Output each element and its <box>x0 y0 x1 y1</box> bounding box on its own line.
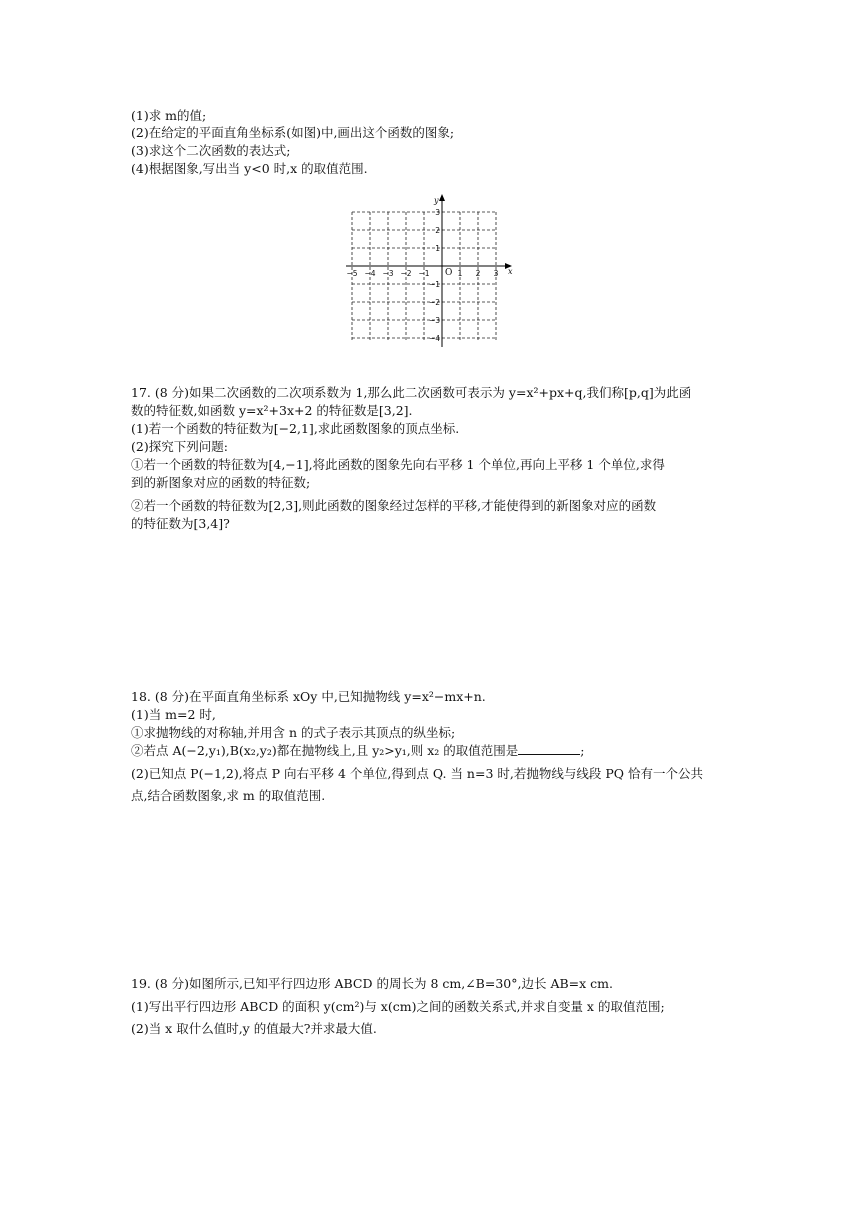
q18-line-3: ①求抛物线的对称轴,并用含 n 的式子表示其顶点的纵坐标; <box>131 725 456 740</box>
y-tick-label: 3 <box>435 208 440 217</box>
q17-line-1: 17. (8 分)如果二次函数的二次项系数为 1,那么此二次函数可表示为 y=x²+px+q,我们称[p,q]为此函 <box>131 385 692 400</box>
q18-line-1: 18. (8 分)在平面直角坐标系 xOy 中,已知抛物线 y=x²−mx+n. <box>131 689 486 704</box>
y-tick-label: −4 <box>428 334 440 343</box>
q17-line-2: 数的特征数,如函数 y=x²+3x+2 的特征数是[3,2]. <box>131 403 413 418</box>
q18-line-4-text: ②若点 A(−2,y₁),B(x₂,y₂)都在抛物线上,且 y₂>y₁,则 x₂ 的取值范围是 <box>131 743 519 758</box>
x-axis-label: x <box>508 267 513 276</box>
y-axis-label: y <box>434 196 439 205</box>
q17-line-7: ②若一个函数的特征数为[2,3],则此函数的图象经过怎样的平移,才能使得到的新图象对应的函数 <box>131 498 657 513</box>
q18-line-5: (2)已知点 P(−1,2),将点 P 向右平移 4 个单位,得到点 Q. 当 n=3 时,若抛物线与线段 PQ 恰有一个公共 <box>131 766 703 781</box>
q17-line-3: (1)若一个函数的特征数为[−2,1],求此函数图象的顶点坐标. <box>131 421 460 436</box>
q19-line-1: 19. (8 分)如图所示,已知平行四边形 ABCD 的周长为 8 cm,∠B=30°,边长 AB=x cm. <box>131 976 613 991</box>
y-tick-label: −3 <box>428 316 440 325</box>
y-tick-label: −1 <box>428 280 440 289</box>
y-tick-label: 2 <box>435 226 440 235</box>
q18-line-4-end: ; <box>580 743 585 758</box>
answer-blank[interactable] <box>518 742 580 755</box>
q18-line-2: (1)当 m=2 时, <box>131 707 216 722</box>
origin-label: O <box>445 268 453 278</box>
q18-line-4 <box>131 742 585 759</box>
x-tick-label: 2 <box>475 269 481 278</box>
q18-line-6: 点,结合函数图象,求 m 的取值范围. <box>131 788 326 803</box>
q16-part-1: (1)求 m的值; <box>131 108 207 123</box>
q17-line-6: 到的新图象对应的函数的特征数; <box>131 475 311 490</box>
x-tick-label: −1 <box>418 269 430 278</box>
y-tick-label: 1 <box>435 244 440 253</box>
coordinate-grid <box>340 192 530 352</box>
q16-part-2: (2)在给定的平面直角坐标系(如图)中,画出这个函数的图象; <box>131 125 455 140</box>
q16-part-4: (4)根据图象,写出当 y<0 时,x 的取值范围. <box>131 161 368 176</box>
y-axis-arrow <box>439 194 445 201</box>
q17-line-8: 的特征数为[3,4]? <box>131 516 230 531</box>
x-tick-label: −2 <box>400 269 412 278</box>
x-tick-label: −3 <box>382 269 394 278</box>
q19-line-2: (1)写出平行四边形 ABCD 的面积 y(cm²)与 x(cm)之间的函数关系式,并求自变量 x 的取值范围; <box>131 999 665 1014</box>
q19-line-3: (2)当 x 取什么值时,y 的值最大?并求最大值. <box>131 1021 377 1036</box>
q16-part-3: (3)求这个二次函数的表达式; <box>131 143 291 158</box>
q17-line-4: (2)探究下列问题: <box>131 439 228 454</box>
q17-line-5: ①若一个函数的特征数为[4,−1],将此函数的图象先向右平移 1 个单位,再向上平移 1 个单位,求得 <box>131 457 665 472</box>
x-tick-label: 3 <box>493 269 499 278</box>
x-tick-label: −5 <box>346 269 358 278</box>
x-tick-label: 1 <box>457 269 463 278</box>
x-tick-label: −4 <box>364 269 376 278</box>
y-tick-label: −2 <box>428 298 440 307</box>
